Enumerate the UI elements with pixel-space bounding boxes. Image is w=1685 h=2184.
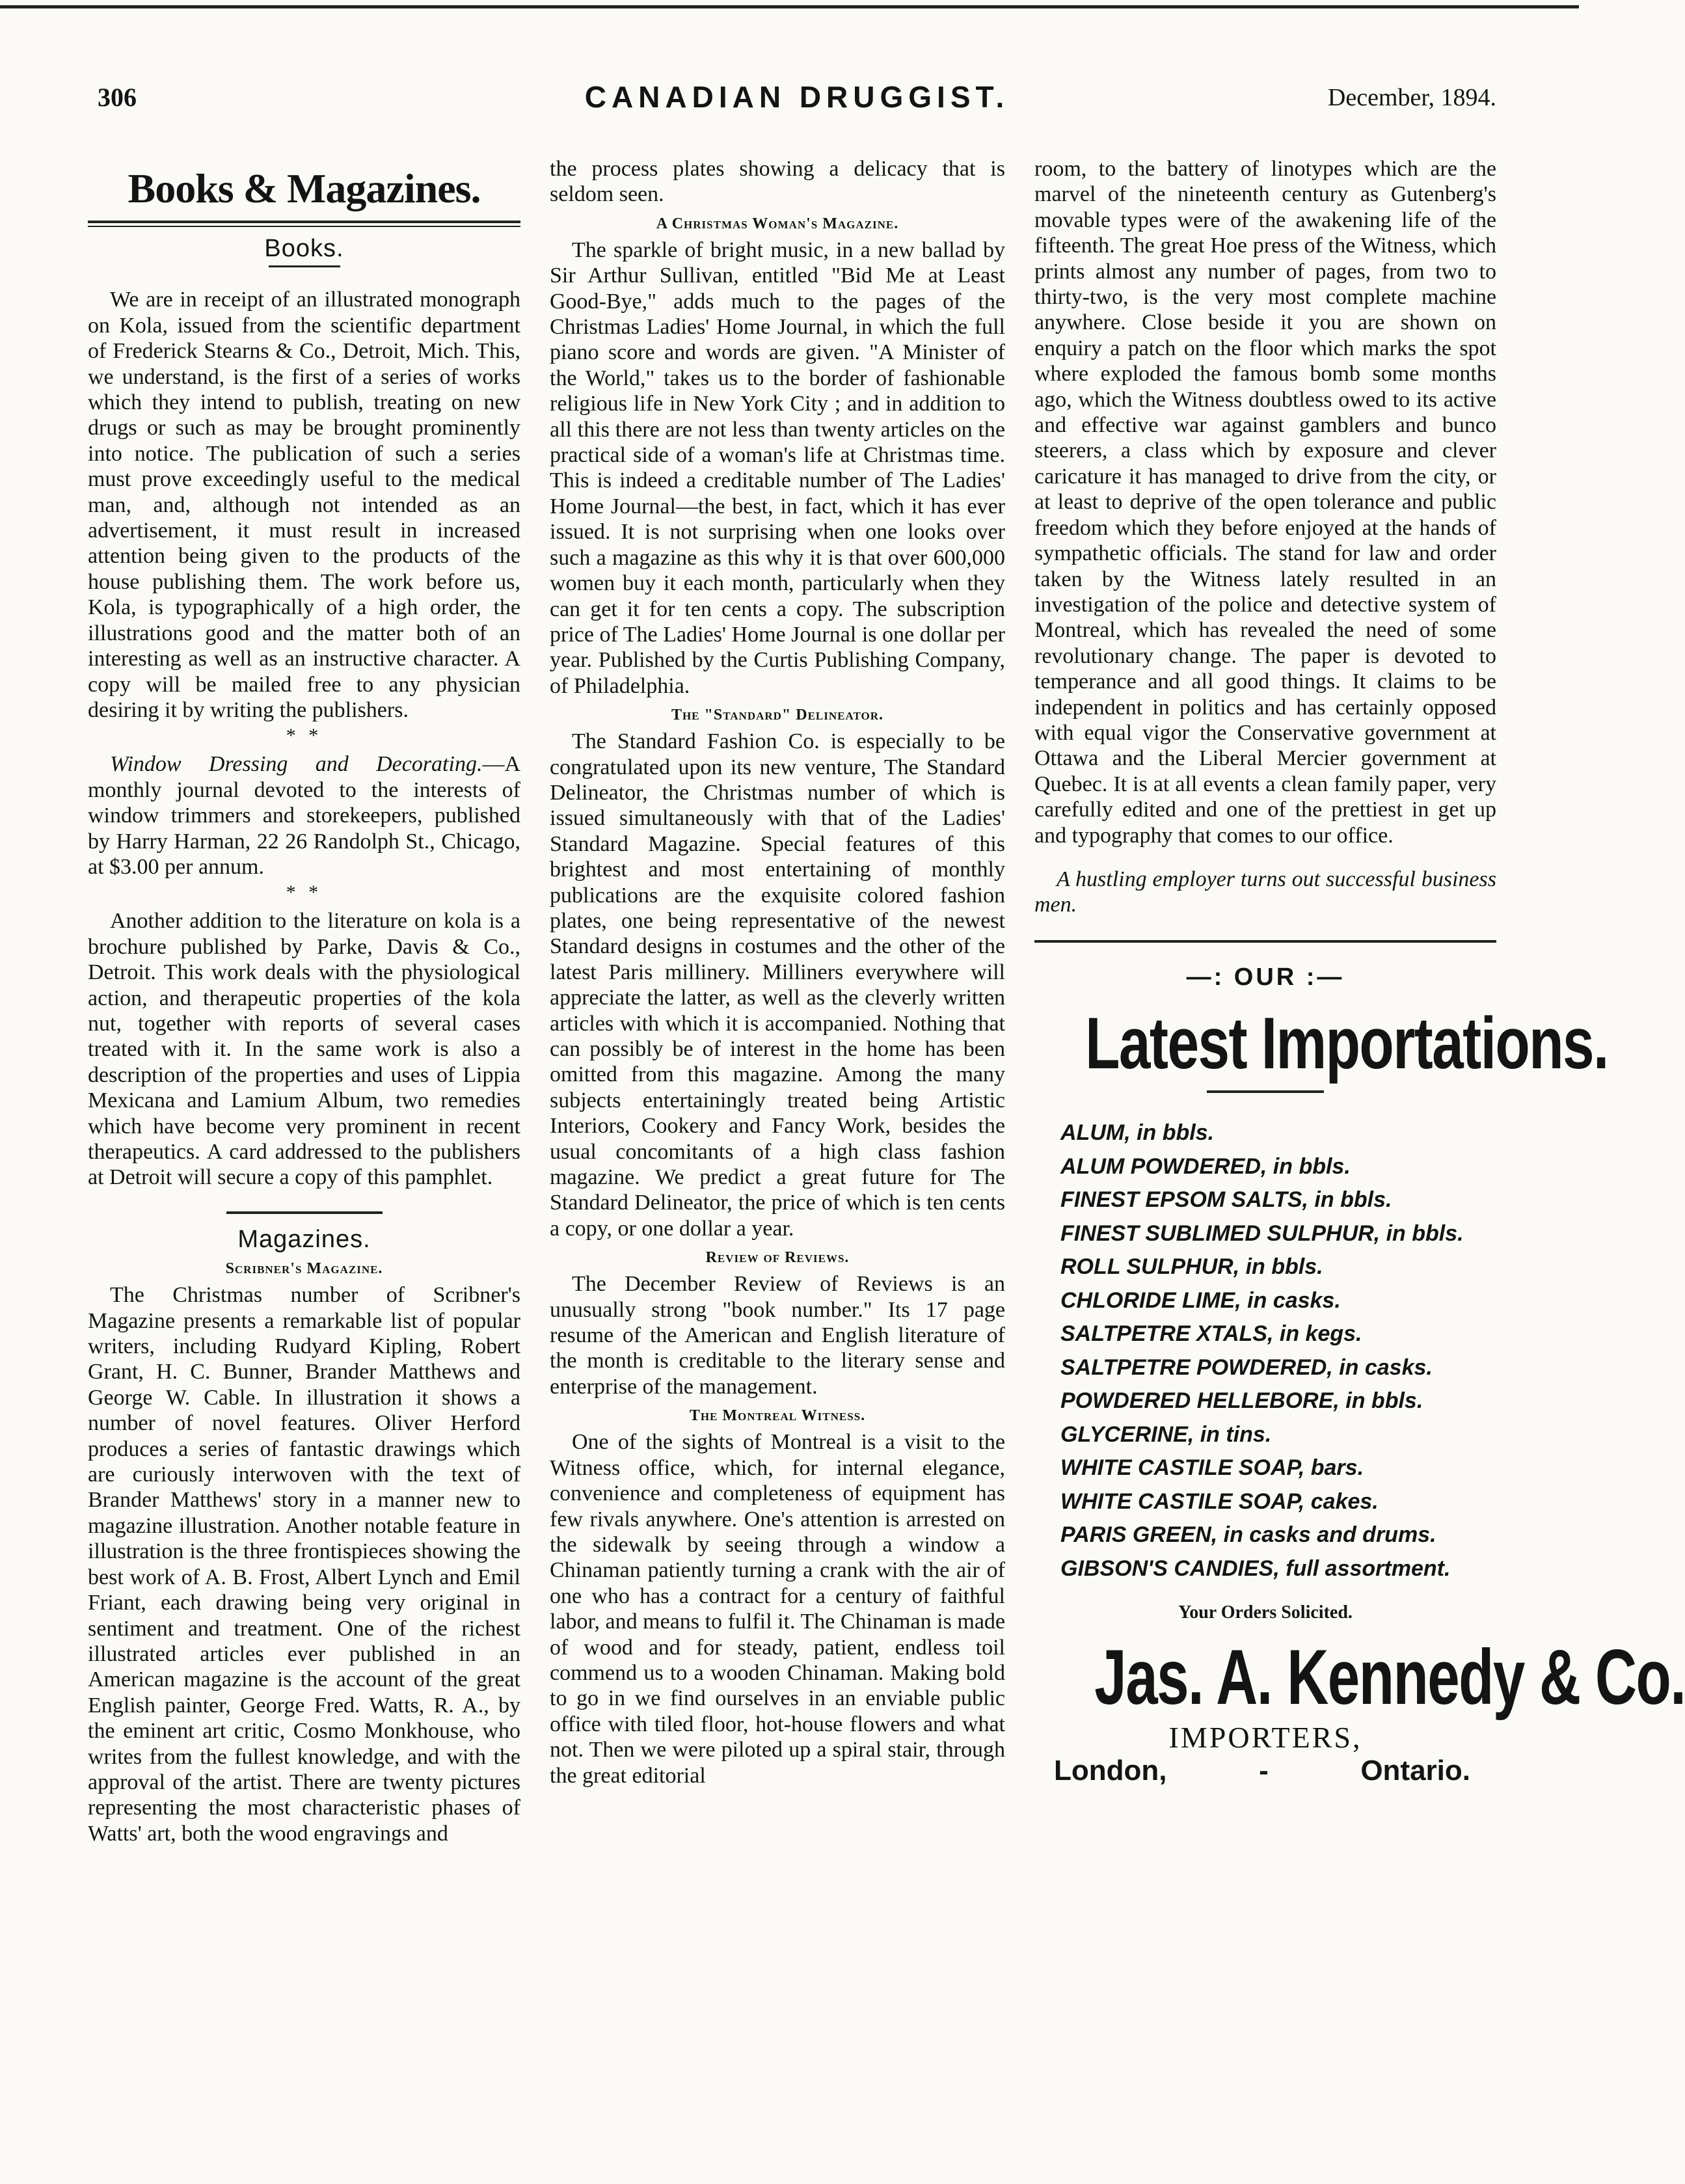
top-border-rule bbox=[0, 5, 1579, 8]
ad-product-item: ALUM POWDERED, in bbls. bbox=[1060, 1153, 1351, 1179]
witness-continued-text: room, to the battery of linotypes which are the marvel of the nineteenth century as Gutenberg's movable types were of the awakening life of the fifteenth. The great Hoe press of the Witness, which prints almost any number of pages, from two to thirty-two, is the very most complete machine anywhere. Close beside it you are shown on enquiry a patch on the floor which marks the spot where exploded the famous bomb some months ago, which the Witness doubtless owed to its active and effective war against gamblers and bunco steerers, a class which by exposure and clever caricature it has managed to drive from the city, or at least to deprive of the open tolerance and public freedom which they before enjoyed at the hands of sympathetic officials. The stand for law and order taken by the Witness lately resulted in an investigation of the police and detective system of Montreal, which has revealed the need of some revolutionary change. The paper is devoted to temperance and all good things. It claims to be independent in politics and has certainly opposed with equal vigor the Conservative government at Ottawa and the Liberal Mercier government at Quebec. It is at all events a clean family paper, very carefully edited and one of the prettiest in get up and typography that comes to our office. bbox=[1034, 157, 1496, 848]
page-number: 306 bbox=[98, 83, 137, 112]
ad-firm-name: Jas. A. Kennedy & Co. bbox=[1094, 1633, 1685, 1721]
kola-brochure-paragraph: Another addition to the literature on kola is a brochure published by Parke, Davis & Co., Detroit. This work deals with the physiological action, and therapeutic properties of the kola nut, together with reports of several cases treated with it. In the same work is also a description of the properties and uses of Lippia Mexicana and Lamium Album, two remedies which have become very prominent in recent therapeutics. A card addressed to the publishers at Detroit will secure a copy of this pamphlet. bbox=[88, 909, 520, 1190]
asterism-divider: * * bbox=[286, 882, 323, 904]
ad-title: Latest Importations. bbox=[1085, 1003, 1608, 1085]
ad-product-item: WHITE CASTILE SOAP, cakes. bbox=[1060, 1489, 1379, 1514]
magazines-heading: Magazines. bbox=[237, 1225, 371, 1253]
ad-product-list bbox=[1034, 1116, 1496, 1585]
column-right bbox=[1034, 156, 1685, 1786]
review-of-reviews-heading: Review of Reviews. bbox=[705, 1249, 850, 1267]
column-left bbox=[88, 153, 520, 1846]
asterism-divider: * * bbox=[286, 725, 323, 747]
advertisement-top-rule bbox=[1034, 940, 1496, 943]
ladies-journal-heading: A Christmas Woman's Magazine. bbox=[656, 215, 899, 232]
magazines-divider-rule bbox=[226, 1211, 383, 1214]
maxim-text: A hustling employer turns out successful business men. bbox=[1034, 867, 1496, 917]
issue-date: December, 1894. bbox=[1327, 84, 1496, 111]
review-of-reviews-text: The December Review of Reviews is an unusually strong "book number." Its 17 page resume of the American and English literature of the month is creditable to the literary sense and enterprise of the management. bbox=[550, 1272, 1005, 1399]
ad-product-item: ALUM, in bbls. bbox=[1060, 1120, 1215, 1146]
ad-product-item: SALTPETRE XTALS, in kegs. bbox=[1060, 1321, 1362, 1347]
ad-product-item: GLYCERINE, in tins. bbox=[1060, 1422, 1272, 1447]
section-title-rule bbox=[88, 221, 520, 227]
ad-importers-label: IMPORTERS, bbox=[1168, 1720, 1362, 1754]
ad-product-item: FINEST EPSOM SALTS, in bbls. bbox=[1060, 1187, 1392, 1213]
scribner-article-text: The Christmas number of Scribner's Magazine presents a remarkable list of popular writers, including Rudyard Kipling, Robert Grant, H. C. Bunner, Brander Matthews and George W. Cable. In illustration it shows a number of novel features. Oliver Herford produces a series of fantastic drawings which are curiously interwoven with the text of Brander Matthews' story in a manner new to magazine illustration. Another notable feature in illustration is the three frontispieces showing the best work of A. B. Frost, Albert Lynch and Emil Friant, each drawing being very original in sentiment and treatment. One of the richest illustrated articles ever published in an American magazine is the account of the great English painter, George Fred. Watts, R. A., by the eminent art critic, Cosmo Monkhouse, who writes from the fullest knowledge, and with the approval of the artist. There are twenty pictures representing the most characteristic phases of Watts' art, both the wood engravings and bbox=[88, 1283, 520, 1846]
section-title: Books & Magazines. bbox=[128, 165, 481, 211]
ad-product-item: CHLORIDE LIME, in casks. bbox=[1060, 1287, 1341, 1313]
ad-product-item: POWDERED HELLEBORE, in bbls. bbox=[1060, 1388, 1423, 1414]
column-middle bbox=[550, 156, 1005, 1788]
delineator-heading: The "Standard" Delineator. bbox=[671, 707, 884, 724]
ad-product-item: WHITE CASTILE SOAP, bars. bbox=[1060, 1455, 1364, 1481]
ad-product-item: FINEST SUBLIMED SULPHUR, in bbls. bbox=[1060, 1220, 1464, 1246]
scribner-continued-text: the process plates showing a delicacy that is seldom seen. bbox=[550, 157, 1005, 207]
books-heading: Books. bbox=[264, 235, 344, 262]
montreal-witness-heading: The Montreal Witness. bbox=[689, 1407, 866, 1425]
ad-product-item: ROLL SULPHUR, in bbls. bbox=[1060, 1254, 1323, 1280]
ad-product-item: SALTPETRE POWDERED, in casks. bbox=[1060, 1355, 1433, 1380]
advertisement bbox=[1034, 963, 1685, 1786]
ad-province: Ontario. bbox=[1360, 1755, 1470, 1786]
ad-product-item: PARIS GREEN, in casks and drums. bbox=[1060, 1522, 1436, 1548]
delineator-text: The Standard Fashion Co. is especially to be congratulated upon its new venture, The Standard Delineator, the Christmas number of which is issued simultaneously with that of the Ladies' Standard Magazine. Special features of this brightest and most entertaining of monthly publications are the exquisite colored fashion plates, one being representative of the newest Standard designs in costumes and the other of the latest Paris millinery. Milliners everywhere will appreciate the latter, as well as the cleverly written articles with which it is accompanied. Nothing that can possibly be of interest in the home has been omitted from this magazine. Among the many subjects entertainingly treated being Artistic Interiors, Cookery and Fancy Work, besides the usual concomitants of a high class fashion magazine. We predict a great future for The Standard Delineator, the price of which is ten cents a copy, or one dollar a year. bbox=[550, 729, 1005, 1241]
ad-title-rule bbox=[1207, 1090, 1324, 1093]
window-dressing-text: —A monthly journal devoted to the interests of window trimmers and storekeepers, published by Harry Harman, 22 26 Randolph St., Chicago, at $3.00 per annum. bbox=[88, 752, 520, 879]
ad-location bbox=[1034, 1755, 1496, 1786]
ad-orders-solicited: Your Orders Solicited. bbox=[1178, 1602, 1353, 1623]
ad-separator: - bbox=[1259, 1755, 1269, 1786]
window-dressing-paragraph bbox=[88, 751, 520, 880]
ladies-journal-text: The sparkle of bright music, in a new ballad by Sir Arthur Sullivan, entitled "Bid Me at Least Good-Bye," adds much to the pages of the Christmas Ladies' Home Journal, in which the full piano score and words are given. "A Minister of the World," takes us to the border of fashionable religious life in New York City ; and in addition to all this there are not less than twenty articles on the practical side of a woman's life at Christmas time. This is indeed a creditable number of The Ladies' Home Journal—the best, in fact, which it has ever issued. It is not surprising when one looks over such a magazine as this why it is that over 600,000 women buy it each month, particularly when they can get it for ten cents a copy. The subscription price of The Ladies' Home Journal is one dollar per year. Published by the Curtis Publishing Company, of Philadelphia. bbox=[550, 237, 1005, 698]
ad-product-item: GIBSON'S CANDIES, full assortment. bbox=[1060, 1556, 1451, 1581]
ad-city: London, bbox=[1054, 1755, 1167, 1786]
books-heading-rule bbox=[269, 265, 340, 267]
page-header bbox=[98, 82, 1496, 121]
montreal-witness-text: One of the sights of Montreal is a visit to the Witness office, which, for internal elegance, convenience and completeness of equipment has few rivals anywhere. One's attention is arrested on the sidewalk by seeing through a window a Chinaman patiently turning a crank with the air of one who has a contract for a century of faithful labor, and means to fulfil it. The Chinaman is made of wood and for steady, patient, endless toil commend us to a wooden Chinaman. Making bold to go in we find ourselves in an enviable public office with tiled floor, hot-house flowers and what not. Then we were piloted up a spiral stair, through the great editorial bbox=[550, 1430, 1005, 1788]
window-dressing-title: Window Dressing and Decorating. bbox=[110, 752, 483, 777]
kola-monograph-paragraph: We are in receipt of an illustrated monograph on Kola, issued from the scientific department of Frederick Stearns & Co., Detroit, Mich. This, we understand, is the first of a series of works which they intend to publish, treating on new drugs or such as may be brought prominently into notice. The publication of such a series must prove exceedingly useful to the medical man, and, although not intended as an advertisement, it must result in increased attention being given to the products of the house publishing them. The work before us, Kola, is typographically of a high order, the illustrations good and the matter both of an interesting as well as an instructive character. A copy will be mailed free to any physician desiring it by writing the publishers. bbox=[88, 288, 520, 722]
newspaper-title: CANADIAN DRUGGIST. bbox=[584, 80, 1010, 114]
scribner-article-heading: Scribner's Magazine. bbox=[225, 1260, 383, 1278]
ad-our-label: —: OUR :— bbox=[1186, 963, 1345, 991]
